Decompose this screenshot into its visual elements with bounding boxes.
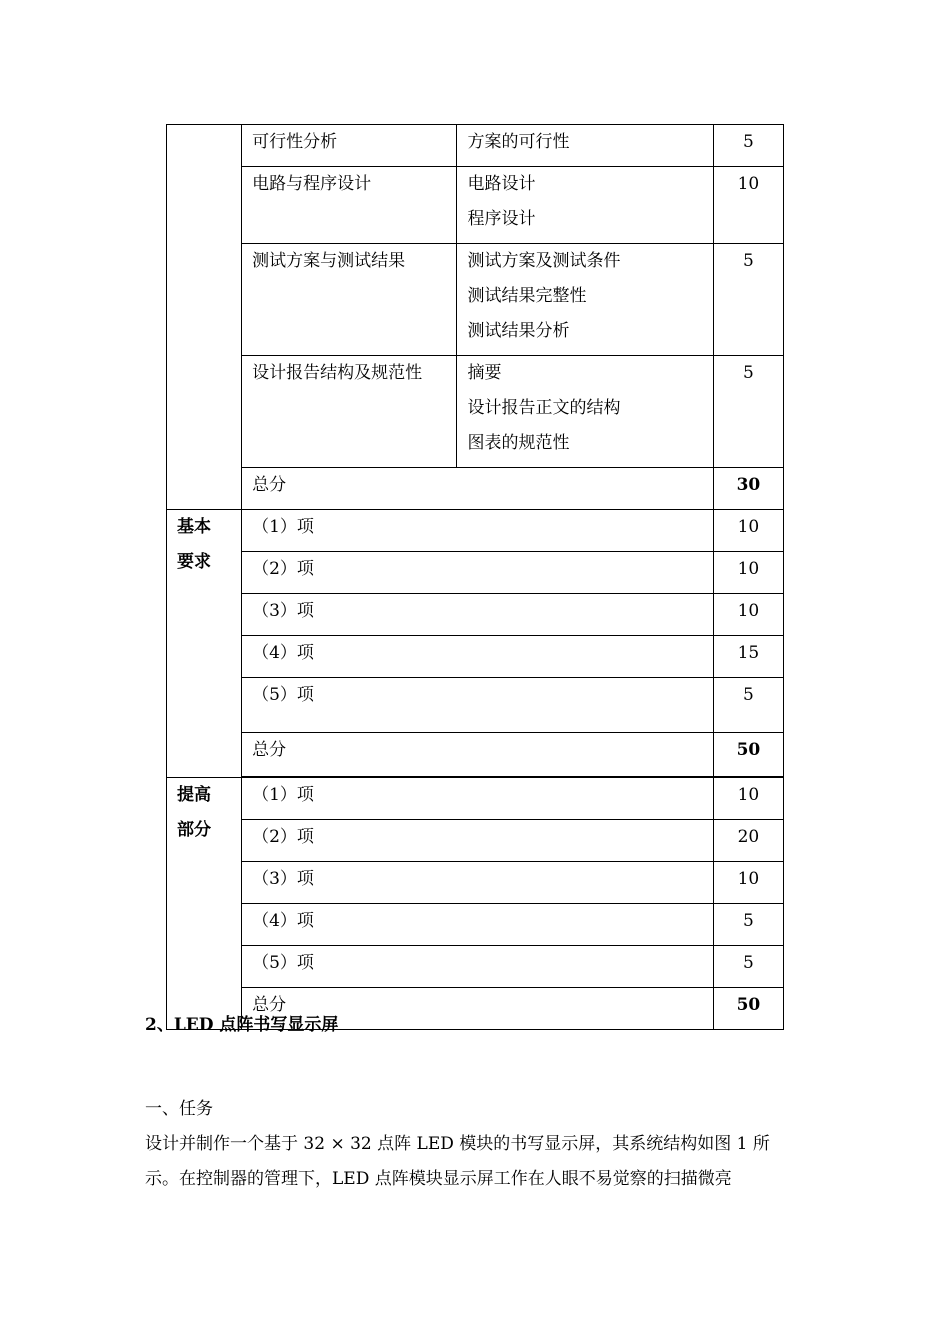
category-cell-basic: 基本 要求 <box>167 510 242 778</box>
total-label-cell: 总分 <box>242 988 714 1030</box>
total-score-cell: 50 <box>713 988 783 1030</box>
table-row <box>167 678 784 733</box>
item-cell: 设计报告结构及规范性 <box>242 356 457 468</box>
total-label-cell: 总分 <box>242 468 714 510</box>
score-cell: 15 <box>713 636 783 678</box>
item-cell: 可行性分析 <box>242 125 457 167</box>
section-heading: 2、LED 点阵书写显示屏 <box>145 1015 339 1035</box>
score-cell: 5 <box>713 356 783 468</box>
score-cell: 10 <box>713 862 783 904</box>
score-cell: 20 <box>713 820 783 862</box>
score-cell: 10 <box>713 552 783 594</box>
score-cell: 10 <box>713 594 783 636</box>
score-cell: 5 <box>713 125 783 167</box>
item-cell: （2）项 <box>242 552 714 594</box>
item-cell: （5）项 <box>242 678 714 733</box>
total-score-cell: 50 <box>713 733 783 777</box>
content-cell: 电路设计 程序设计 <box>457 167 713 244</box>
category-cell-advanced: 提高 部分 <box>167 778 242 1030</box>
score-cell: 5 <box>713 904 783 946</box>
item-cell: （1）项 <box>242 510 714 552</box>
table-row <box>167 356 784 468</box>
score-cell: 10 <box>713 167 783 244</box>
item-cell: 电路与程序设计 <box>242 167 457 244</box>
total-label-cell: 总分 <box>242 733 714 777</box>
score-cell: 5 <box>713 678 783 733</box>
item-cell: （4）项 <box>242 636 714 678</box>
item-cell: （3）项 <box>242 862 714 904</box>
item-cell: （1）项 <box>242 778 714 820</box>
total-row <box>167 733 784 777</box>
item-cell: （2）项 <box>242 820 714 862</box>
item-cell: （5）项 <box>242 946 714 988</box>
item-cell: （3）项 <box>242 594 714 636</box>
paragraph-line: 示。在控制器的管理下，LED 点阵模块显示屏工作在人眼不易觉察的扫描微亮 <box>145 1169 732 1189</box>
content-cell: 方案的可行性 <box>457 125 713 167</box>
score-cell: 10 <box>713 510 783 552</box>
item-cell: （4）项 <box>242 904 714 946</box>
item-cell: 测试方案与测试结果 <box>242 244 457 356</box>
table-row <box>167 167 784 244</box>
content-cell: 摘要 设计报告正文的结构 图表的规范性 <box>457 356 713 468</box>
table-row <box>167 244 784 356</box>
category-cell-empty <box>167 125 242 510</box>
subsection-title: 一、任务 <box>145 1099 213 1119</box>
scoring-table <box>166 124 784 1030</box>
total-score-cell: 30 <box>713 468 783 510</box>
content-cell: 测试方案及测试条件 测试结果完整性 测试结果分析 <box>457 244 713 356</box>
score-cell: 10 <box>713 778 783 820</box>
score-cell: 5 <box>713 946 783 988</box>
task-paragraph <box>145 1127 805 1197</box>
paragraph-line: 设计并制作一个基于 32 × 32 点阵 LED 模块的书写显示屏，其系统结构如图 1 所 <box>145 1134 770 1154</box>
score-cell: 5 <box>713 244 783 356</box>
